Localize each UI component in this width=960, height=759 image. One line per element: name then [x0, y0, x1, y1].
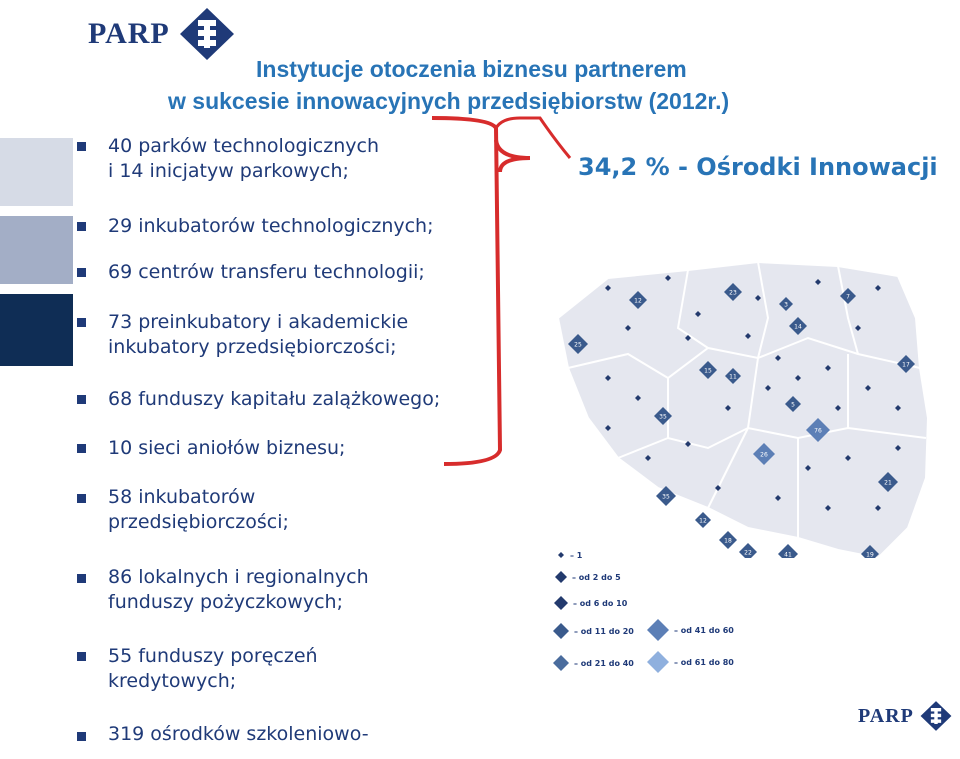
legend-label: – od 2 do 5 — [572, 572, 621, 582]
parp-logo-emblem-icon — [918, 700, 954, 732]
map-marker-label: 35 — [659, 413, 667, 421]
legend-item-6-10 — [553, 595, 627, 611]
legend-label: – od 6 do 10 — [573, 598, 628, 608]
bullet-square-icon — [77, 444, 86, 453]
parp-logo-text: PARP — [858, 704, 914, 727]
map-marker-label: 14 — [794, 323, 802, 331]
list-item-guarantee-funds: 55 funduszy poręczeń kredytowych; — [108, 645, 318, 692]
poland-regions-map — [548, 258, 948, 558]
legend-item-11-20 — [552, 622, 634, 640]
legend-label: – od 41 do 60 — [674, 625, 734, 635]
legend-item-1 — [556, 550, 582, 560]
legend-diamond-icon — [646, 618, 670, 642]
decorative-square-dark — [0, 294, 73, 366]
slide-title-line-1: Instytucje otoczenia biznesu partnerem — [256, 56, 687, 82]
parp-logo-text: PARP — [88, 17, 170, 50]
list-item-loan-funds: 86 lokalnych i regionalnych funduszy pożyczkowych; — [108, 566, 369, 613]
list-item-transfer-centres: 69 centrów transferu technologii; — [108, 261, 425, 283]
map-marker-label: 11 — [729, 373, 737, 381]
legend-label: – od 61 do 80 — [674, 657, 734, 667]
map-marker-diamond — [719, 531, 737, 549]
map-marker-label: 22 — [744, 549, 752, 557]
map-marker-label: 12 — [699, 517, 707, 525]
map-marker-label: 18 — [724, 537, 732, 545]
bullet-square-icon — [77, 142, 86, 151]
decorative-square-light — [0, 138, 73, 206]
legend-item-41-60 — [646, 618, 734, 642]
map-marker-diamond — [695, 512, 711, 528]
list-item-business-angels: 10 sieci aniołów biznesu; — [108, 437, 346, 459]
map-marker-label: 26 — [760, 451, 768, 459]
legend-diamond-icon — [552, 622, 570, 640]
legend-diamond-icon — [646, 650, 670, 674]
list-item-business-incubators: 58 inkubatorów przedsiębiorczości; — [108, 486, 289, 533]
map-marker-label: 23 — [729, 289, 737, 297]
legend-item-21-40 — [552, 654, 634, 672]
legend-diamond-icon — [554, 570, 568, 584]
legend-diamond-icon — [552, 654, 570, 672]
bullet-square-icon — [77, 732, 86, 741]
map-marker-label: 15 — [704, 367, 712, 375]
list-item-preincubators: 73 preinkubatory i akademickie inkubatory przedsiębiorczości; — [108, 311, 409, 358]
list-item-technology-parks: 40 parków technologicznych i 14 inicjatyw parkowych; — [108, 135, 379, 182]
parp-logo-top — [88, 6, 238, 62]
map-marker-label: 3 — [784, 301, 788, 309]
decorative-square-medium — [0, 216, 73, 284]
map-marker-diamond — [778, 544, 798, 558]
map-marker-label: 5 — [791, 401, 795, 409]
map-marker-diamond — [739, 543, 757, 558]
bullet-square-icon — [77, 395, 86, 404]
list-item-training-centres: 319 ośrodków szkoleniowo- — [108, 723, 369, 745]
bullet-square-icon — [77, 268, 86, 277]
list-item-seed-funds: 68 funduszy kapitału zalążkowego; — [108, 388, 441, 410]
map-marker-label: 12 — [634, 297, 642, 305]
bullet-square-icon — [77, 574, 86, 583]
parp-logo-bottom — [858, 700, 954, 732]
legend-item-2-5 — [554, 570, 621, 584]
map-marker-label: 76 — [814, 427, 822, 435]
legend-label: – od 21 do 40 — [574, 658, 634, 668]
legend-diamond-icon — [553, 595, 569, 611]
map-marker-label: 25 — [574, 341, 582, 349]
bullet-square-icon — [77, 652, 86, 661]
poland-outline — [558, 262, 928, 558]
map-marker-label: 7 — [846, 293, 850, 301]
bullet-square-icon — [77, 222, 86, 231]
list-item-tech-incubators: 29 inkubatorów technologicznych; — [108, 215, 434, 237]
legend-diamond-icon — [556, 550, 566, 560]
map-marker-label: 17 — [902, 361, 910, 369]
innovation-centres-percentage: 34,2 % - Ośrodki Innowacji — [578, 153, 938, 181]
slide-title-line-2: w sukcesie innowacyjnych przedsiębiorstw (2012r.) — [168, 88, 730, 114]
map-marker-label: 21 — [884, 479, 892, 487]
legend-item-61-80 — [646, 650, 734, 674]
legend-label: – 1 — [570, 550, 583, 560]
bullet-square-icon — [77, 494, 86, 503]
bullet-square-icon — [77, 318, 86, 327]
map-marker-label: 19 — [866, 551, 874, 558]
map-marker-label: 41 — [784, 551, 792, 558]
parp-logo-emblem-icon — [176, 6, 238, 62]
map-marker-label: 35 — [662, 493, 670, 501]
legend-label: – od 11 do 20 — [574, 626, 634, 636]
